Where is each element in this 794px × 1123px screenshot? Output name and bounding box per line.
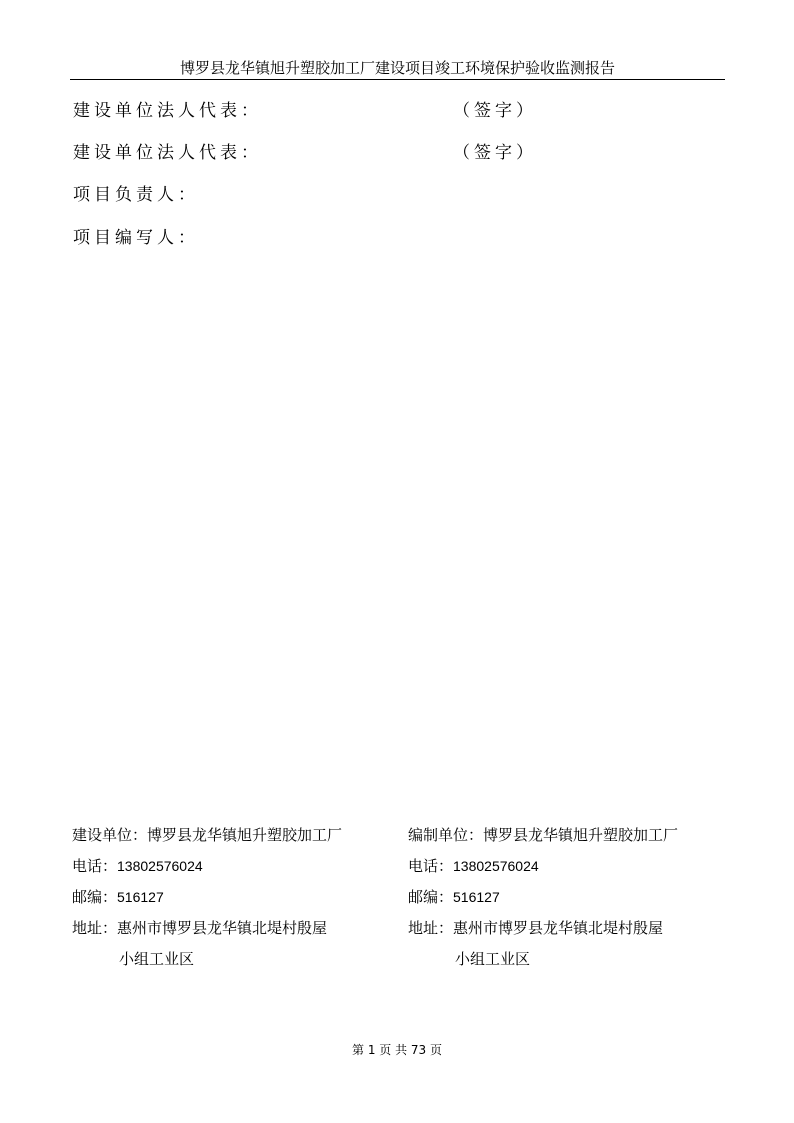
construction-unit-name-line bbox=[72, 823, 342, 847]
phone-value: 13802576024 bbox=[117, 858, 203, 874]
signature-label: 建设单位法人代表： bbox=[73, 143, 262, 163]
signature-row-legal-rep-2 bbox=[73, 140, 633, 166]
report-title: 博罗县龙华镇旭升塑胶加工厂建设项目竣工环境保护验收监测报告 bbox=[179, 59, 615, 77]
signature-label: 建设单位法人代表： bbox=[73, 101, 262, 121]
postcode-value: 516127 bbox=[117, 889, 164, 905]
compiling-unit-name-line bbox=[408, 823, 678, 847]
header-divider bbox=[70, 79, 725, 80]
signature-note: （签字） bbox=[453, 101, 537, 121]
unit-value: 博罗县龙华镇旭升塑胶加工厂 bbox=[147, 826, 343, 844]
address-value: 惠州市博罗县龙华镇北堤村殷屋 bbox=[453, 919, 664, 937]
construction-unit-postcode-line bbox=[72, 885, 164, 909]
address-label: 地址： bbox=[408, 919, 454, 937]
signature-label: 项目负责人： bbox=[73, 185, 199, 205]
compiling-unit-phone-line bbox=[408, 854, 539, 878]
compiling-unit-address-continuation: 小组工业区 bbox=[455, 950, 531, 968]
postcode-label: 邮编： bbox=[72, 888, 118, 906]
phone-label: 电话： bbox=[72, 857, 118, 875]
unit-value: 博罗县龙华镇旭升塑胶加工厂 bbox=[483, 826, 679, 844]
signature-row-project-writer bbox=[73, 225, 633, 251]
construction-unit-address-continuation: 小组工业区 bbox=[119, 950, 195, 968]
postcode-value: 516127 bbox=[453, 889, 500, 905]
compiling-unit-postcode-line bbox=[408, 885, 500, 909]
phone-label: 电话： bbox=[408, 857, 454, 875]
construction-unit-phone-line bbox=[72, 854, 203, 878]
signature-label: 项目编写人： bbox=[73, 228, 199, 248]
address-value: 惠州市博罗县龙华镇北堤村殷屋 bbox=[117, 919, 328, 937]
postcode-label: 邮编： bbox=[408, 888, 454, 906]
phone-value: 13802576024 bbox=[453, 858, 539, 874]
signature-row-project-lead bbox=[73, 182, 633, 208]
unit-label: 建设单位： bbox=[72, 826, 148, 844]
construction-unit-address-line bbox=[72, 916, 327, 940]
address-label: 地址： bbox=[72, 919, 118, 937]
signature-note: （签字） bbox=[453, 143, 537, 163]
compiling-unit-address-line bbox=[408, 916, 663, 940]
page-number: 第 1 页 共 73 页 bbox=[352, 1043, 442, 1057]
unit-label: 编制单位： bbox=[408, 826, 484, 844]
signature-row-legal-rep-1 bbox=[73, 98, 633, 124]
